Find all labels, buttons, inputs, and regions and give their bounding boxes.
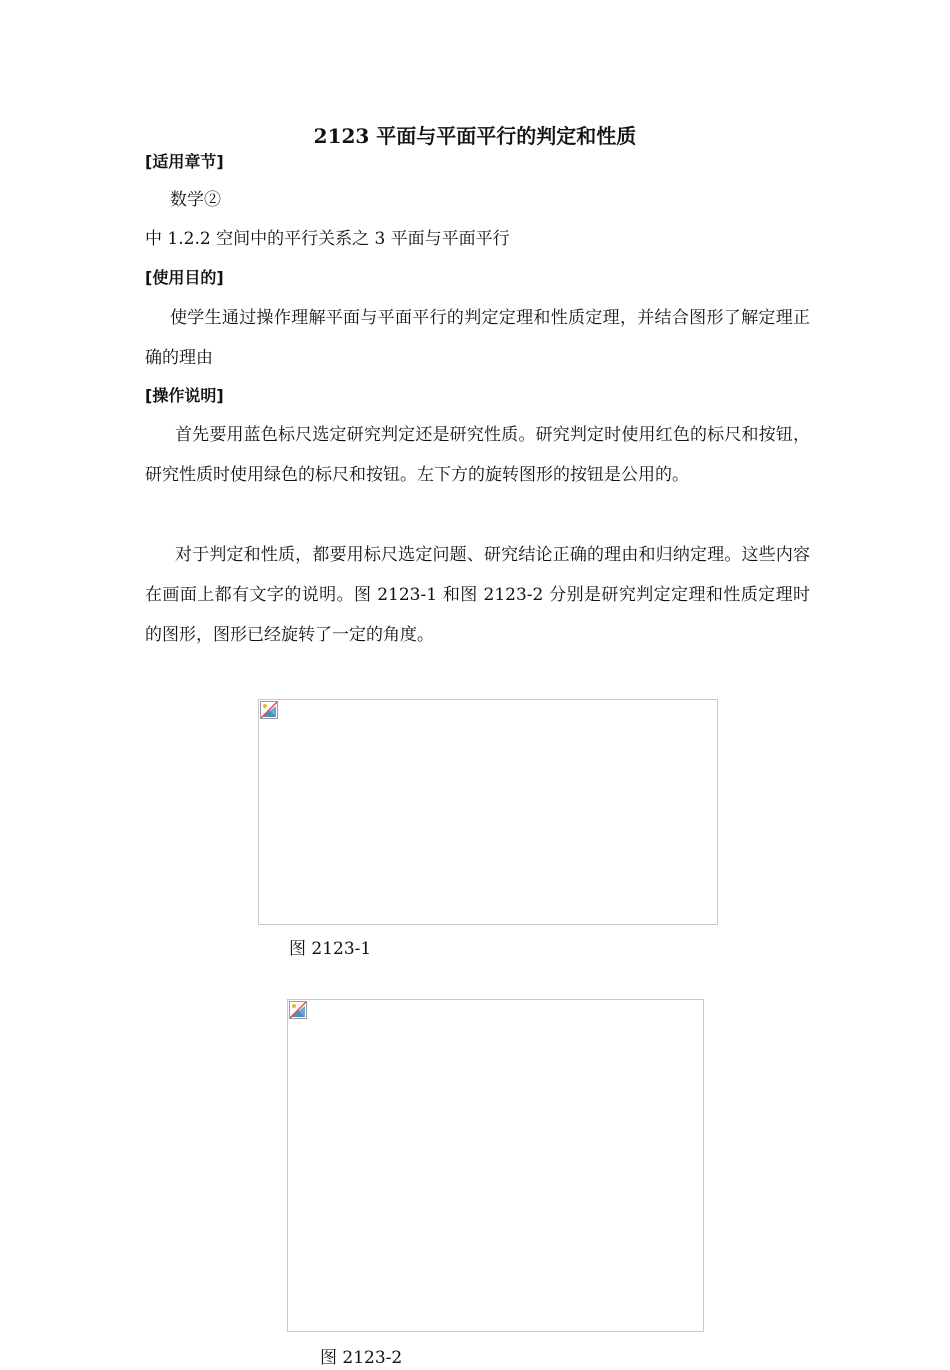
figure-2123-1-image [258,699,718,925]
chapter-line-2: 中 1.2.2 空间中的平行关系之 3 平面与平面平行 [145,229,510,249]
broken-image-icon [289,1001,307,1019]
figure-2123-2-image [287,999,704,1332]
operation-paragraph-2: 对于判定和性质，都要用标尺选定问题、研究结论正确的理由和归纳定理。这些内容在画面上都有文字的说明。图 2123-1 和图 2123-2 分别是研究判定定理和性质定理时的图形，图形已经旋转了一定的角度。 [145,545,810,645]
figure-2123-1-caption: 图 2123-1 [289,939,372,959]
operation-paragraph-1: 首先要用蓝色标尺选定研究判定还是研究性质。研究判定时使用红色的标尺和按钮，研究性质时使用绿色的标尺和按钮。左下方的旋转图形的按钮是公用的。 [145,425,810,485]
chapter-line-1: 数学② [170,190,221,210]
purpose-text: 使学生通过操作理解平面与平面平行的判定定理和性质定理，并结合图形了解定理正确的理由 [145,308,810,368]
chapter-heading: [适用章节] [145,152,224,171]
figure-2123-2-caption: 图 2123-2 [320,1348,403,1368]
operation-heading: [操作说明] [145,386,224,405]
document-title: 2123 平面与平面平行的判定和性质 [313,124,637,148]
purpose-heading: [使用目的] [145,268,224,287]
broken-image-icon [260,701,278,719]
